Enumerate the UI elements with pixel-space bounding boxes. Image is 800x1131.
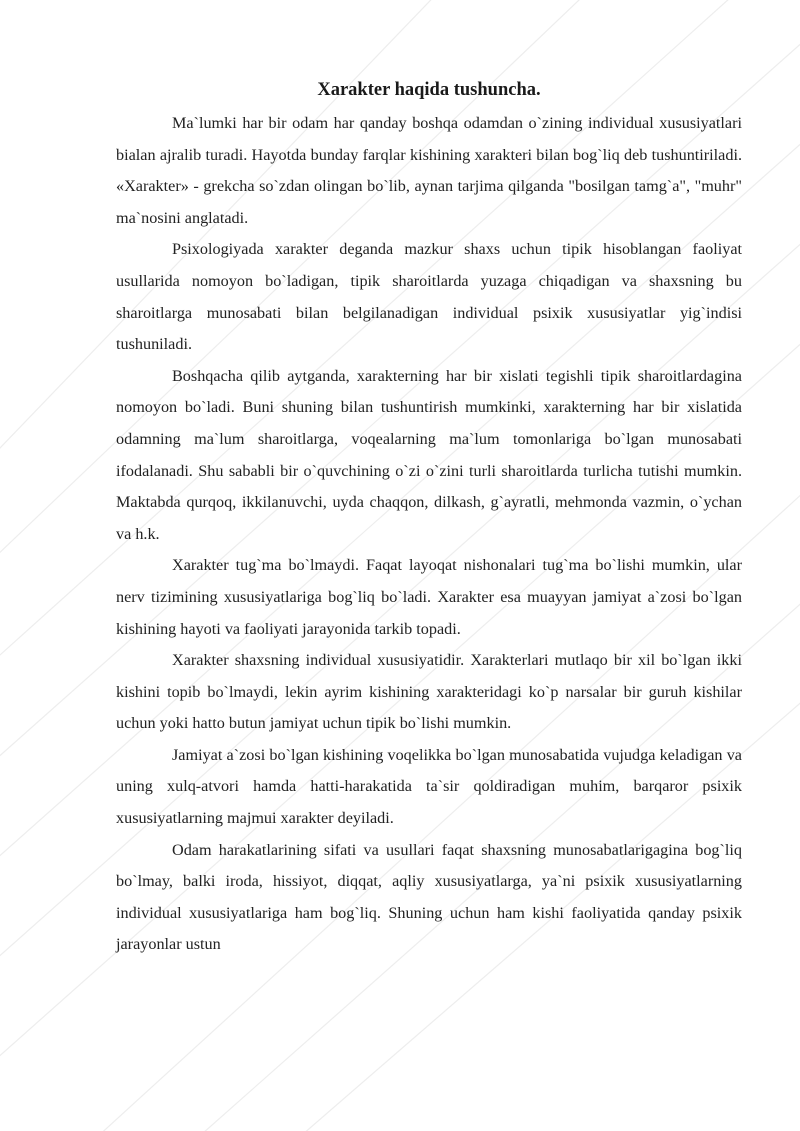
paragraph-4: Xarakter tug`ma bo`lmaydi. Faqat layoqat nishonalari tug`ma bo`lishi mumkin, ular nerv tizimining xususiyatlariga bog`liq bo`ladi. Xarakter esa muayyan jamiyat a`zosi bo`lgan kishining hayoti va faoliyati jarayonida tarkib topadi. [116,556,742,638]
document-body [116,78,742,961]
paragraph-6: Jamiyat a`zosi bo`lgan kishining voqelikka bo`lgan munosabatida vujudga keladigan va uning xulq-atvori hamda hatti-harakatida ta`sir qoldiradigan muhim, barqaror psixik xususiyatlarning majmui xarakter deyiladi. [116,745,742,828]
paragraph-1: Ma`lumki har bir odam har qanday boshqa odamdan o`zining individual xususiyatlari bialan ajralib turadi. Hayotda bunday farqlar kishining xarakteri bilan bog`liq deb tushuntiriladi. «Xarakter» - grekcha so`zdan olingan bo`lib, aynan tarjima qilganda "bosilgan tamg`a", "muhr" ma`nosini anglatadi. [116,114,742,227]
document-title: Xarakter haqida tushuncha. [317,80,541,100]
paragraph-3: Boshqacha qilib aytganda, xarakterning har bir xislati tegishli tipik sharoitlardagina nomoyon bo`ladi. Buni shuning bilan tushuntirish mumkinki, xarakterning har bir xislatida odamning ma`lum sharoitlarga, voqealarning ma`lum tomonlariga bo`lgan munosabati ifodalanadi. Shu sababli bir o`quvchining o`zi o`zini turli sharoitlarda turlicha tutishi mumkin. Maktabda qurqoq, ikkilanuvchi, uyda chaqqon, dilkash, g`ayratli, mehmonda vazmin, o`ychan va h.k. [116,366,742,543]
paragraph-5: Xarakter shaxsning individual xususiyatidir. Xarakterlari mutlaqo bir xil bo`lgan ikki kishini topib bo`lmaydi, lekin ayrim kishining xarakteridagi ko`p narsalar bir guruh kishilar uchun yoki hatto butun jamiyat uchun tipik bo`lishi mumkin. [116,651,742,733]
paragraph-7: Odam harakatlarining sifati va usullari faqat shaxsning munosabatlarigagina bog`liq bo`lmay, balki iroda, hissiyot, diqqat, aqliy xususiyatlarga, ya`ni psixik xususiyatlarning individual xususiyatlariga ham bog`liq. Shuning uchun ham kishi faoliyatida qanday psixik jarayonlar ustun [116,840,742,954]
paragraph-2: Psixologiyada xarakter deganda mazkur shaxs uchun tipik hisoblangan faoliyat usullarida nomoyon bo`ladigan, tipik sharoitlarda yuzaga chiqadigan va shaxsning bu sharoitlarga munosabati bilan belgilanadigan individual psixik xususiyatlar yig`indisi tushuniladi. [116,240,742,354]
